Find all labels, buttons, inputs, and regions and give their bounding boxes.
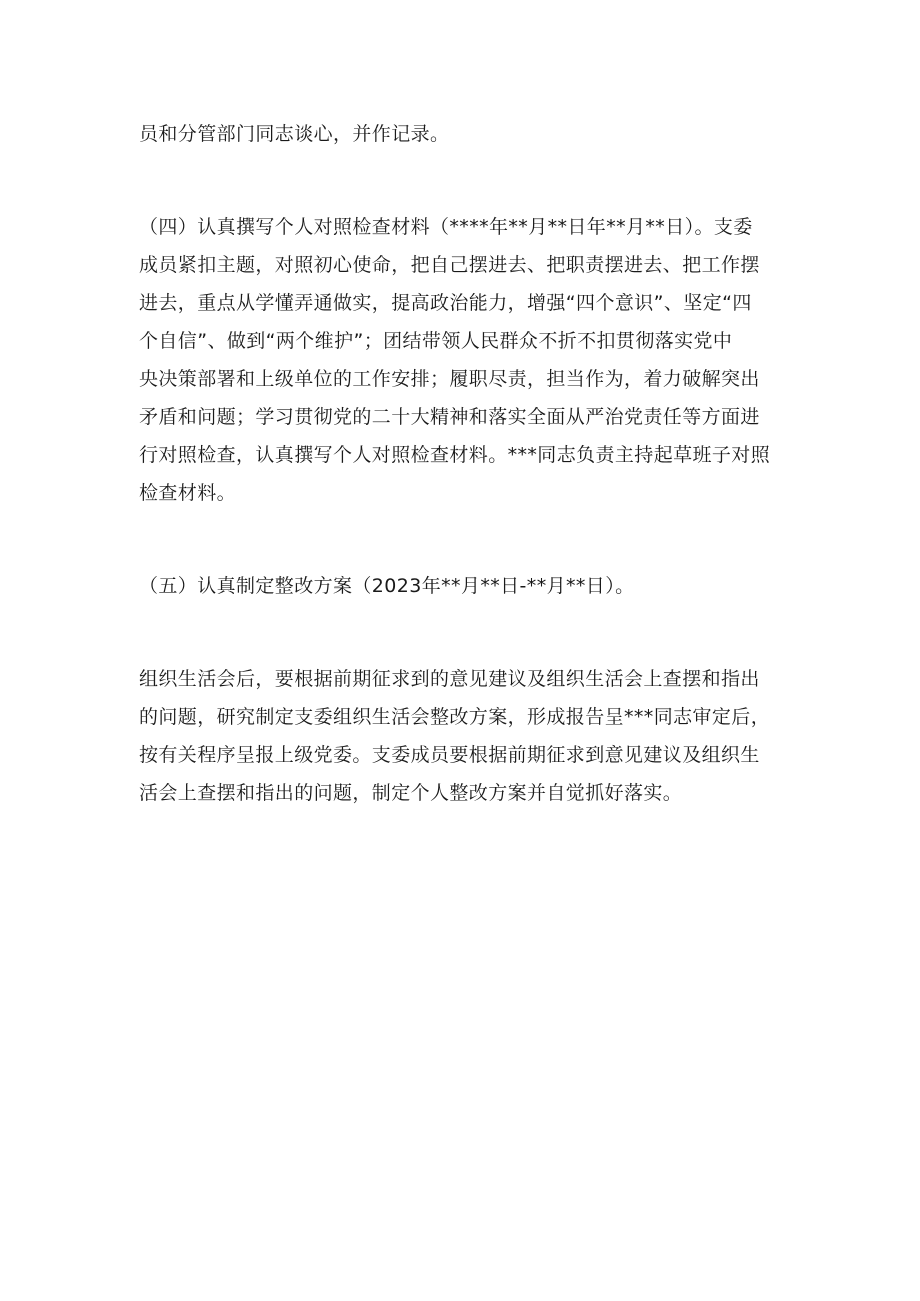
paragraph-line: 进去，重点从学懂弄通做实，提高政治能力，增强“四个意识”、坚定“四	[139, 292, 752, 314]
paragraph-line: 央决策部署和上级单位的工作安排；履职尽责，担当作为，着力破解突出	[139, 368, 760, 390]
paragraph-line: 组织生活会后，要根据前期征求到的意见建议及组织生活会上查摆和指出	[139, 668, 760, 690]
section-heading-5: （五）认真制定整改方案（2023年**月**日-**月**日）。	[139, 575, 635, 597]
paragraph-line: 的问题，研究制定支委组织生活会整改方案，形成报告呈***同志审定后，	[139, 706, 771, 728]
paragraph-line: 员和分管部门同志谈心，并作记录。	[139, 123, 450, 145]
paragraph-line: 检查材料。	[139, 482, 237, 504]
paragraph-line: 按有关程序呈报上级党委。支委成员要根据前期征求到意见建议及组织生	[139, 744, 760, 766]
paragraph-line: 成员紧扣主题，对照初心使命，把自己摆进去、把职责摆进去、把工作摆	[139, 254, 760, 276]
section-heading-4: （四）认真撰写个人对照检查材料（****年**月**日年**月**日）。支委	[139, 216, 753, 238]
paragraph-line: 行对照检查，认真撰写个人对照检查材料。***同志负责主持起草班子对照	[139, 444, 771, 466]
paragraph-line: 矛盾和问题；学习贯彻党的二十大精神和落实全面从严治党责任等方面进	[139, 406, 760, 428]
paragraph-line: 活会上查摆和指出的问题，制定个人整改方案并自觉抓好落实。	[139, 782, 683, 804]
paragraph-line: 个自信”、做到“两个维护”；团结带领人民群众不折不扣贯彻落实党中	[139, 330, 733, 352]
